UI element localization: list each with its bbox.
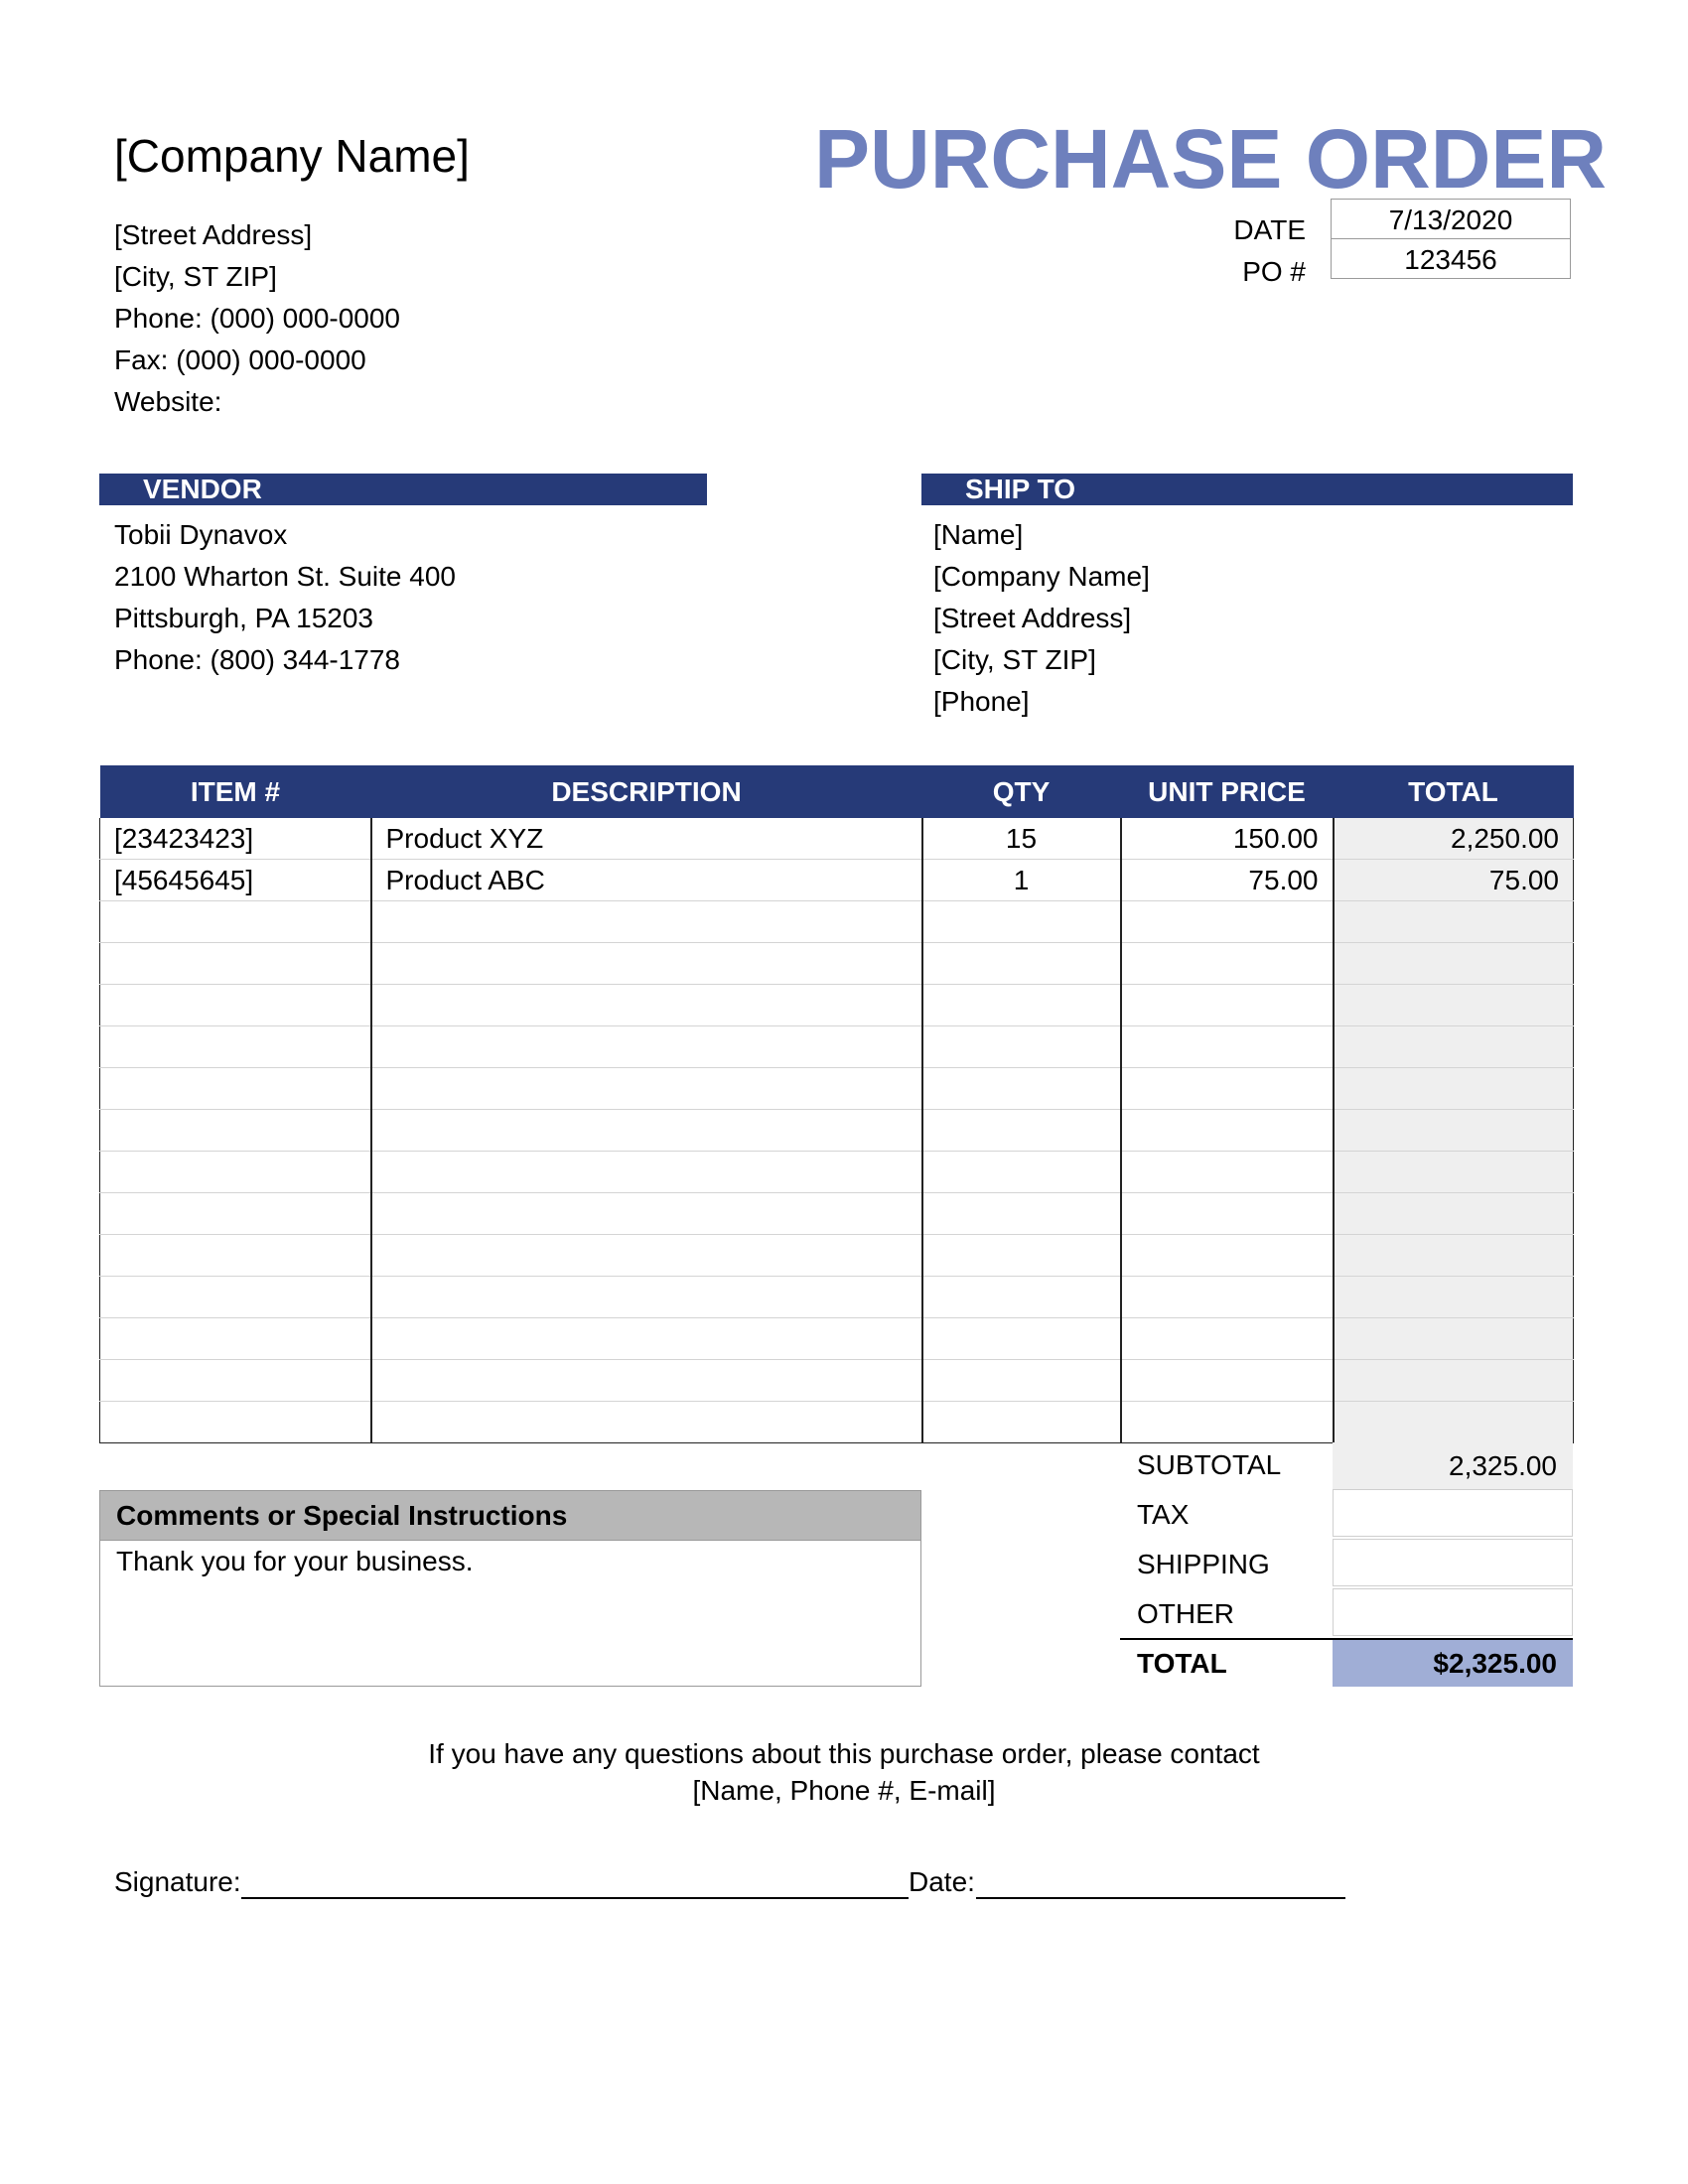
cell-description[interactable] (371, 1402, 922, 1443)
column-header-description: DESCRIPTION (371, 765, 922, 818)
cell-unit-price[interactable] (1121, 1152, 1334, 1193)
column-header-item: ITEM # (100, 765, 371, 818)
cell-qty[interactable] (922, 1235, 1121, 1277)
vendor-phone: Phone: (800) 344-1778 (114, 644, 400, 675)
table-row-empty (100, 985, 1574, 1026)
cell-qty[interactable] (922, 1110, 1121, 1152)
cell-description[interactable] (371, 1360, 922, 1402)
column-header-total: TOTAL (1334, 765, 1574, 818)
cell-item[interactable] (100, 1026, 371, 1068)
cell-description[interactable] (371, 985, 922, 1026)
company-name: [Company Name] (114, 130, 470, 182)
ship-to-heading: SHIP TO (917, 474, 1573, 505)
cell-qty[interactable] (922, 1402, 1121, 1443)
cell-unit-price[interactable] (1121, 1068, 1334, 1110)
table-row-empty (100, 1193, 1574, 1235)
company-street: [Street Address] (114, 219, 313, 250)
signature-line[interactable] (241, 1897, 909, 1899)
cell-total (1334, 1110, 1574, 1152)
table-row-empty (100, 1110, 1574, 1152)
cell-total (1334, 1402, 1574, 1443)
table-row-empty (100, 1026, 1574, 1068)
ship-to-block (933, 514, 1150, 723)
cell-unit-price[interactable] (1121, 943, 1334, 985)
cell-item[interactable] (100, 1318, 371, 1360)
column-header-unit-price: UNIT PRICE (1121, 765, 1334, 818)
cell-item[interactable] (100, 901, 371, 943)
table-row-empty (100, 1277, 1574, 1318)
cell-item[interactable] (100, 1402, 371, 1443)
cell-item[interactable] (100, 985, 371, 1026)
signature-date-label: Date: (909, 1866, 975, 1897)
contact-line: If you have any questions about this purchase order, please contact (428, 1738, 1260, 1769)
cell-qty[interactable] (922, 1277, 1121, 1318)
cell-unit-price[interactable]: 75.00 (1121, 860, 1334, 901)
cell-description[interactable] (371, 1026, 922, 1068)
table-row-empty (100, 901, 1574, 943)
cell-qty[interactable] (922, 1360, 1121, 1402)
ship-to-name: [Name] (933, 519, 1024, 550)
cell-description[interactable] (371, 1110, 922, 1152)
comments-box (99, 1490, 921, 1687)
ship-to-phone: [Phone] (933, 686, 1030, 717)
tax-label: TAX (1137, 1499, 1190, 1530)
cell-total (1334, 1318, 1574, 1360)
total-label: TOTAL (1137, 1648, 1227, 1679)
comments-text[interactable]: Thank you for your business. (116, 1546, 474, 1576)
cell-unit-price[interactable] (1121, 1318, 1334, 1360)
shipping-label: SHIPPING (1137, 1549, 1270, 1579)
cell-unit-price[interactable] (1121, 985, 1334, 1026)
other-label: OTHER (1137, 1598, 1234, 1629)
cell-item[interactable] (100, 1193, 371, 1235)
cell-total (1334, 943, 1574, 985)
cell-total (1334, 1152, 1574, 1193)
cell-qty[interactable] (922, 1068, 1121, 1110)
cell-item[interactable] (100, 1110, 371, 1152)
vendor-street: 2100 Wharton St. Suite 400 (114, 561, 456, 592)
cell-item[interactable] (100, 1277, 371, 1318)
cell-qty[interactable] (922, 943, 1121, 985)
ship-to-city: [City, ST ZIP] (933, 644, 1096, 675)
cell-description[interactable] (371, 943, 922, 985)
cell-total (1334, 1235, 1574, 1277)
cell-description[interactable] (371, 1068, 922, 1110)
po-number-field[interactable]: 123456 (1331, 238, 1571, 279)
subtotal-label: SUBTOTAL (1137, 1449, 1282, 1480)
vendor-name: Tobii Dynavox (114, 519, 288, 550)
cell-qty[interactable] (922, 1026, 1121, 1068)
cell-total: 75.00 (1334, 860, 1574, 901)
cell-unit-price[interactable] (1121, 1235, 1334, 1277)
cell-qty[interactable]: 1 (922, 860, 1121, 901)
cell-description[interactable] (371, 901, 922, 943)
column-header-qty: QTY (922, 765, 1121, 818)
cell-description[interactable]: Product XYZ (371, 818, 922, 860)
po-number-label: PO # (1242, 256, 1306, 287)
cell-qty[interactable] (922, 1318, 1121, 1360)
cell-total (1334, 1193, 1574, 1235)
vendor-block (114, 514, 456, 681)
company-address (114, 214, 400, 423)
cell-item[interactable] (100, 1068, 371, 1110)
date-label: DATE (1233, 214, 1306, 245)
cell-unit-price[interactable] (1121, 1402, 1334, 1443)
ship-to-street: [Street Address] (933, 603, 1132, 633)
cell-description[interactable] (371, 1235, 922, 1277)
cell-item[interactable] (100, 943, 371, 985)
cell-unit-price[interactable] (1121, 1026, 1334, 1068)
cell-total (1334, 985, 1574, 1026)
table-row-empty (100, 1318, 1574, 1360)
company-fax: Fax: (000) 000-0000 (114, 344, 366, 375)
cell-unit-price[interactable] (1121, 1193, 1334, 1235)
ship-to-company: [Company Name] (933, 561, 1150, 592)
cell-total (1334, 1277, 1574, 1318)
cell-item[interactable]: [45645645] (100, 860, 371, 901)
cell-description[interactable] (371, 1318, 922, 1360)
vendor-heading: VENDOR (99, 474, 707, 505)
cell-item[interactable] (100, 1235, 371, 1277)
table-row-empty (100, 1402, 1574, 1443)
company-website: Website: (114, 386, 222, 417)
cell-unit-price[interactable] (1121, 901, 1334, 943)
table-row-empty (100, 1235, 1574, 1277)
cell-unit-price[interactable]: 150.00 (1121, 818, 1334, 860)
cell-item[interactable] (100, 1152, 371, 1193)
cell-total (1334, 1360, 1574, 1402)
cell-unit-price[interactable] (1121, 1110, 1334, 1152)
cell-qty[interactable] (922, 901, 1121, 943)
cell-description[interactable]: Product ABC (371, 860, 922, 901)
signature-date-line[interactable] (976, 1897, 1345, 1899)
cell-total: 2,250.00 (1334, 818, 1574, 860)
signature-label: Signature: (114, 1866, 241, 1897)
other-field[interactable] (1333, 1588, 1573, 1636)
comments-heading: Comments or Special Instructions (100, 1491, 920, 1541)
company-city: [City, ST ZIP] (114, 261, 277, 292)
contact-details: [Name, Phone #, E-mail] (692, 1775, 996, 1806)
cell-total (1334, 1068, 1574, 1110)
table-row-empty (100, 1360, 1574, 1402)
cell-qty[interactable] (922, 985, 1121, 1026)
table-body (100, 818, 1574, 1443)
company-phone: Phone: (000) 000-0000 (114, 303, 400, 334)
tax-field[interactable] (1333, 1489, 1573, 1537)
line-items-table (99, 765, 1574, 1443)
table-row (100, 818, 1574, 860)
table-header-row (100, 765, 1574, 818)
cell-total (1334, 1026, 1574, 1068)
cell-unit-price[interactable] (1121, 1360, 1334, 1402)
contact-note (298, 1735, 1390, 1809)
cell-qty[interactable]: 15 (922, 818, 1121, 860)
vendor-city: Pittsburgh, PA 15203 (114, 603, 373, 633)
cell-item[interactable]: [23423423] (100, 818, 371, 860)
cell-description[interactable] (371, 1152, 922, 1193)
document-title: PURCHASE ORDER (814, 112, 1608, 205)
cell-description[interactable] (371, 1277, 922, 1318)
cell-item[interactable] (100, 1360, 371, 1402)
date-field[interactable]: 7/13/2020 (1331, 199, 1571, 239)
table-row-empty (100, 1152, 1574, 1193)
cell-description[interactable] (371, 1193, 922, 1235)
table-row-empty (100, 1068, 1574, 1110)
table-row (100, 860, 1574, 901)
cell-total (1334, 901, 1574, 943)
subtotal-value: 2,325.00 (1333, 1442, 1573, 1489)
cell-unit-price[interactable] (1121, 1277, 1334, 1318)
cell-qty[interactable] (922, 1193, 1121, 1235)
total-value: $2,325.00 (1333, 1640, 1573, 1687)
table-row-empty (100, 943, 1574, 985)
shipping-field[interactable] (1333, 1539, 1573, 1586)
cell-qty[interactable] (922, 1152, 1121, 1193)
